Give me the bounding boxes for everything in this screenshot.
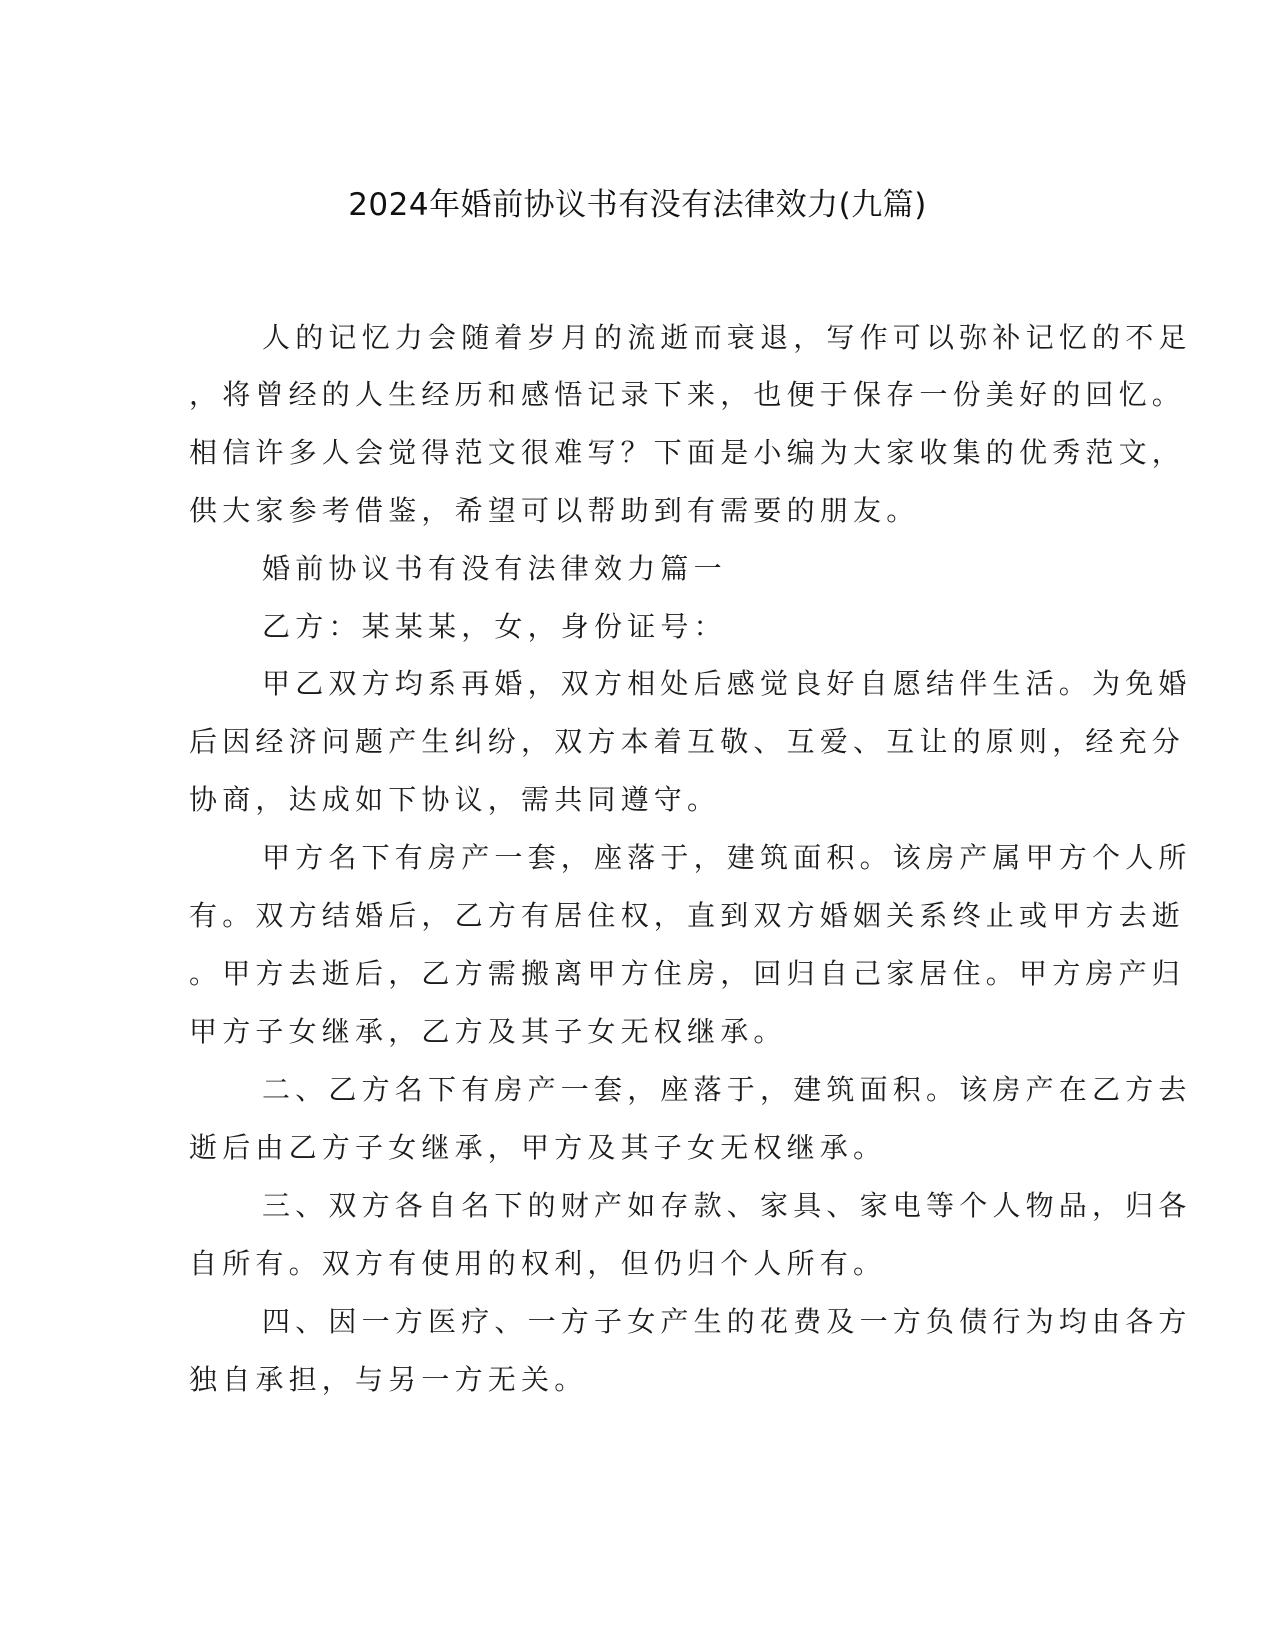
clause-4-line-2: 独自承担，与另一方无关。 — [189, 1363, 588, 1396]
preamble-line-1: 甲乙双方均系再婚，双方相处后感觉良好自愿结伴生活。为免婚 — [262, 667, 1192, 700]
section-heading: 婚前协议书有没有法律效力篇一 — [262, 552, 727, 585]
clause-3-line-1: 三、双方各自名下的财产如存款、家具、家电等个人物品，归各 — [262, 1189, 1192, 1222]
intro-line-2: ，将曾经的人生经历和感悟记录下来，也便于保存一份美好的回忆。 — [189, 378, 1186, 411]
intro-line-1: 人的记忆力会随着岁月的流逝而衰退，写作可以弥补记忆的不足 — [262, 321, 1192, 354]
clause-1-line-1: 甲方名下有房产一套，座落于，建筑面积。该房产属甲方个人所 — [262, 841, 1192, 874]
preamble-line-2: 后因经济问题产生纠纷，双方本着互敬、互爱、互让的原则，经充分 — [189, 725, 1186, 758]
clause-2-line-2: 逝后由乙方子女继承，甲方及其子女无权继承。 — [189, 1131, 887, 1164]
preamble-line-3: 协商，达成如下协议，需共同遵守。 — [189, 783, 721, 816]
intro-line-4: 供大家参考借鉴，希望可以帮助到有需要的朋友。 — [189, 494, 920, 527]
clause-3-line-2: 自所有。双方有使用的权利，但仍归个人所有。 — [189, 1247, 887, 1280]
clause-2-line-1: 二、乙方名下有房产一套，座落于，建筑面积。该房产在乙方去 — [262, 1073, 1192, 1106]
document-title: 2024年婚前协议书有没有法律效力(九篇) — [348, 187, 927, 223]
clause-1-line-3: 。甲方去逝后，乙方需搬离甲方住房，回归自己家居住。甲方房产归 — [189, 957, 1186, 990]
clause-4-line-1: 四、因一方医疗、一方子女产生的花费及一方负债行为均由各方 — [262, 1305, 1192, 1338]
clause-1-line-2: 有。双方结婚后，乙方有居住权，直到双方婚姻关系终止或甲方去逝 — [189, 899, 1186, 932]
party-b-line: 乙方：某某某，女，身份证号： — [262, 610, 727, 643]
clause-1-line-4: 甲方子女继承，乙方及其子女无权继承。 — [189, 1015, 787, 1048]
intro-line-3: 相信许多人会觉得范文很难写？下面是小编为大家收集的优秀范文， — [189, 436, 1186, 469]
